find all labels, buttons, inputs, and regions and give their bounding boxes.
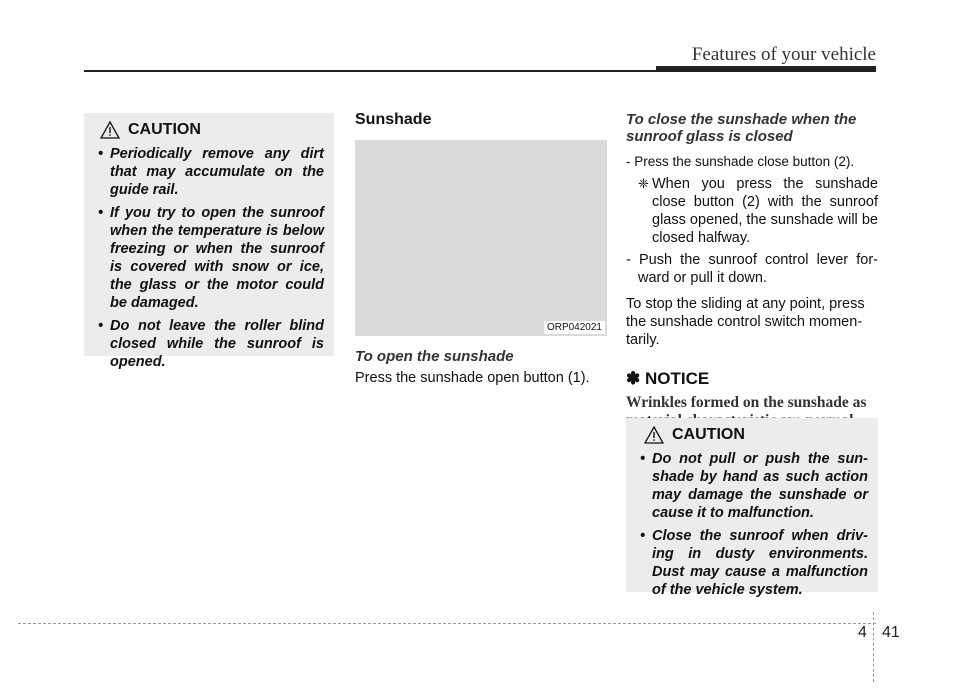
section-title: Sunshade [355,111,432,128]
chapter-number: 4 [858,624,867,641]
footer-rule [18,623,876,624]
note-text: When you press the sunshade close button (2) with the sunroof glass opened, the sunshade will be closed halfway. [652,176,878,246]
caution-list [636,450,868,599]
caution-item: • Periodically remove any dirt that may accumulate on the guide rail. [98,146,324,198]
page-number: 41 [882,624,900,641]
notice-title: ✽ NOTICE [626,369,710,388]
page-header-title: Features of your vehicle [691,44,876,65]
image-code: ORP042021 [544,321,605,334]
note-mark-icon: ❈ [638,176,649,191]
caution-title: CAUTION [128,121,201,138]
right-caution-box [626,418,878,598]
warning-triangle-icon [100,121,120,139]
close-step-1: - Press the sunshade close button (2). [626,154,855,169]
open-text: Press the sunshade open button (1). [355,370,590,386]
caution-item: • If you try to open the sunroof when the temperature is below freezing or when the sunroof is covered with snow or ice, the glass or the motor could be damaged. [98,205,324,311]
caution-item: • Do not pull or push the sun- shade by hand as such action may damage the sunshade or cause it to malfunction. [640,451,868,521]
close-step-2: - Push the sunroof control lever for- ward or pull it down. [626,252,878,286]
caution-item: • Do not leave the roller blind closed while the sunroof is opened. [98,318,324,370]
caution-heading [644,426,868,444]
close-note [626,175,878,247]
caution-heading [100,121,324,139]
sunshade-photo [355,140,607,336]
right-column [626,111,878,430]
open-instructions [355,348,610,387]
middle-column [355,111,607,129]
caution-item: • Close the sunroof when driv- ing in dusty environments. Dust may cause a malfunction of the vehicle system. [640,528,868,598]
notice-text: Wrinkles formed on the sunshade as [626,394,867,411]
caution-list [94,145,324,371]
header-rule-accent [656,66,876,72]
left-caution-box [84,113,334,370]
stop-text: To stop the sliding at any point, press the sunshade control switch momen- tarily. [626,296,865,348]
close-heading: To close the sunshade when the sunroof glass is closed [626,111,857,145]
caution-title: CAUTION [672,426,745,443]
open-heading: To open the sunshade [355,348,514,365]
page-number-divider [873,612,874,682]
warning-triangle-icon [644,426,664,444]
